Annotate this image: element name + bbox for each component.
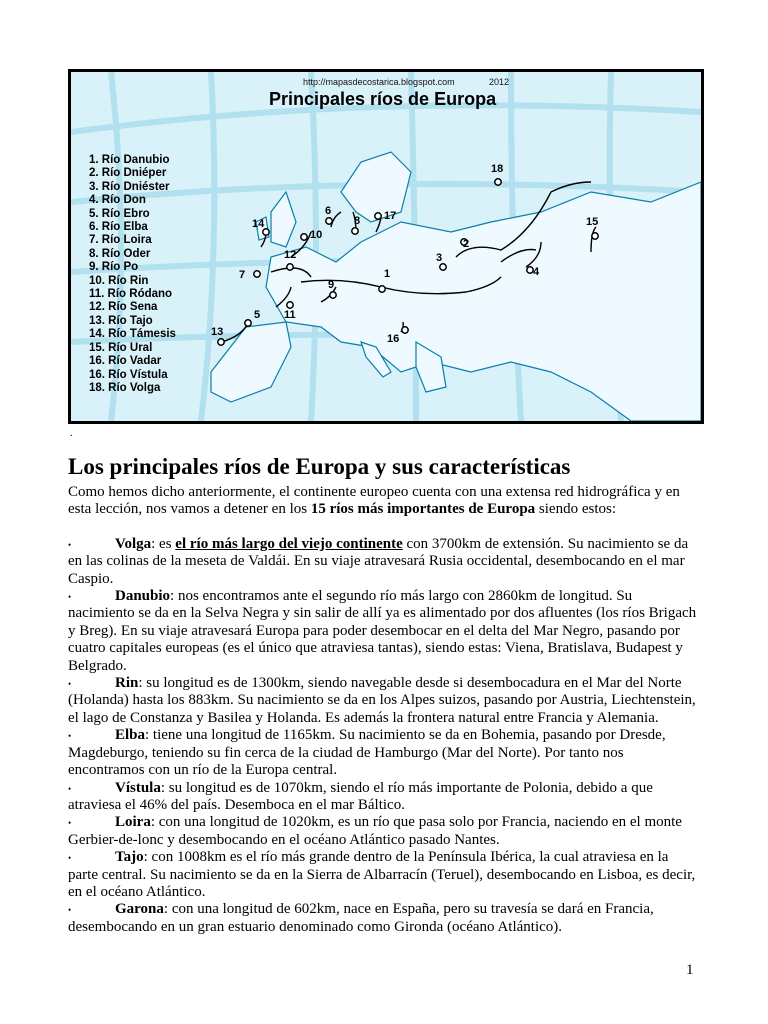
river-number-label: 14 xyxy=(252,218,265,230)
river-number-label: 5 xyxy=(254,309,261,321)
river-item-vistula: • Vístula: su longitud es de 1070km, siendo el río más importante de Polonia, debido a que atraviesa el 46% del país. Desemboca en el mar Báltico. xyxy=(68,779,653,813)
river-list xyxy=(68,536,700,936)
river-number-label: 18 xyxy=(491,163,504,175)
river-item-loira: • Loira: con una longitud de 1020km, es un río que pasa solo por Francia, naciendo en el monte Gerbier-de-lonc y desembocando en el océano Atlántico pasado Nantes. xyxy=(68,814,682,848)
river-item-tajo: • Tajo: con 1008km es el río más grande dentro de la Península Ibérica, la cual atraviesa en la parte central. Su nacimiento se da en la Sierra de Albarracín (Teruel), desembocando en Lisboa, es decir, en el océano Atlántico. xyxy=(68,849,696,900)
river-item-elba: • Elba: tiene una longitud de 1165km. Su nacimiento se da en Bohemia, pasando por Dresde, Magdeburgo, teniendo su fin cerca de la ciudad de Hamburgo (Mar del Norte). Por tanto nos encontramos con un río de la Europa central. xyxy=(68,727,666,779)
river-item-rin: • Rin: su longitud es de 1300km, siendo navegable desde si desembocadura en el Mar del Norte (Holanda) hasta los 883km. Su nacimiento se da en los Alpes suizos, pasando por Austria, Liechtenstein, el lago de Constanza y Basilea y Holanda. Es además la frontera natural entre Francia y Alemania. xyxy=(68,675,696,726)
river-number-label: 13 xyxy=(211,326,224,338)
page-number: 1 xyxy=(686,962,694,978)
river-number-label: 2 xyxy=(463,238,470,250)
legend-item: 6. Río Elba xyxy=(89,221,148,234)
legend-item: 10. Río Rin xyxy=(89,274,149,287)
river-number-label: 1 xyxy=(384,268,391,280)
legend-item: 14. Río Támesis xyxy=(89,328,176,341)
bullet-icon: • xyxy=(68,905,72,916)
legend-item: 1. Río Danubio xyxy=(89,154,170,166)
river-number-label: 3 xyxy=(436,252,443,264)
river-number-label: 10 xyxy=(310,229,323,241)
river-number-label: 8 xyxy=(354,215,361,227)
river-number-label: 17 xyxy=(384,210,397,222)
bullet-icon: • xyxy=(68,539,72,550)
bullet-icon: • xyxy=(68,818,72,829)
intro-paragraph: Como hemos dicho anteriormente, el continente europeo cuenta con una extensa red hidrográfica y en esta lección, nos vamos a detener en los 15 ríos más importantes de Europa siendo estos: xyxy=(68,484,680,518)
legend-item: 12. Río Sena xyxy=(89,301,158,314)
page-heading: Los principales ríos de Europa y sus características xyxy=(68,454,571,479)
river-number-label: 11 xyxy=(284,309,296,321)
map-title: Principales ríos de Europa xyxy=(269,89,497,109)
map-legend xyxy=(89,154,176,395)
river-number-label: 15 xyxy=(586,216,599,228)
legend-item: 4. Río Don xyxy=(89,194,146,207)
river-number-label: 9 xyxy=(328,279,335,291)
legend-item: 3. Río Dniéster xyxy=(89,180,170,193)
legend-item: 18. Río Volga xyxy=(89,381,161,394)
legend-item: 13. Río Tajo xyxy=(89,314,153,327)
legend-item: 16. Río Vadar xyxy=(89,355,162,368)
article-body xyxy=(68,484,700,936)
river-number-label: 7 xyxy=(239,269,246,281)
river-item-garona: • Garona: con una longitud de 602km, nace en España, pero su travesía se dará en Francia, desembocando en un gran estuario denominado como Gironda (océano Atlántico). xyxy=(68,901,654,935)
europe-rivers-map xyxy=(68,69,704,424)
bullet-icon: • xyxy=(68,679,72,690)
bullet-icon: • xyxy=(68,731,72,742)
legend-item: 16. Río Vístula xyxy=(89,368,168,381)
river-number-label: 16 xyxy=(387,333,400,345)
legend-item: 11. Río Ródano xyxy=(89,288,173,301)
river-number-label: 6 xyxy=(325,205,332,217)
legend-item: 5. Río Ebro xyxy=(89,207,150,220)
legend-item: 7. Río Loira xyxy=(89,234,152,247)
legend-item: 8. Río Oder xyxy=(89,247,151,260)
bullet-icon: • xyxy=(68,783,72,794)
bullet-icon: • xyxy=(68,853,72,864)
map-year: 2012 xyxy=(489,77,510,87)
legend-item: 9. Río Po xyxy=(89,261,139,274)
river-item-danubio: • Danubio: nos encontramos ante el segundo río más largo con 2860km de longitud. Su nacimiento se da en la Selva Negra y sin salir de allí ya es alimentado por dos afluentes (los ríos Brigach y Breg). En su viaje atravesará Europa para poder desembocar en el delta del Mar Negro, pasando por cuatro capitales europeas (es el único que atraviesa tantas), siendo estas: Viena, Bratislava, Budapest y Belgrado. xyxy=(68,588,697,674)
map-source-url: http://mapasdecostarica.blogspot.com xyxy=(303,77,455,87)
legend-item: 15. Río Ural xyxy=(89,341,153,354)
separator-dot: . xyxy=(70,428,73,439)
river-number-label: 12 xyxy=(284,249,297,261)
river-item-volga: • Volga: es el río más largo del viejo continente con 3700km de extensión. Su nacimiento se da en las colinas de la meseta de Valdái. En su viaje atravesará Rusia occidental, desembocando en el mar Caspio. xyxy=(68,535,689,587)
legend-item: 2. Río Dniéper xyxy=(89,167,167,180)
river-number-label: 4 xyxy=(533,266,540,278)
bullet-icon: • xyxy=(68,592,72,603)
